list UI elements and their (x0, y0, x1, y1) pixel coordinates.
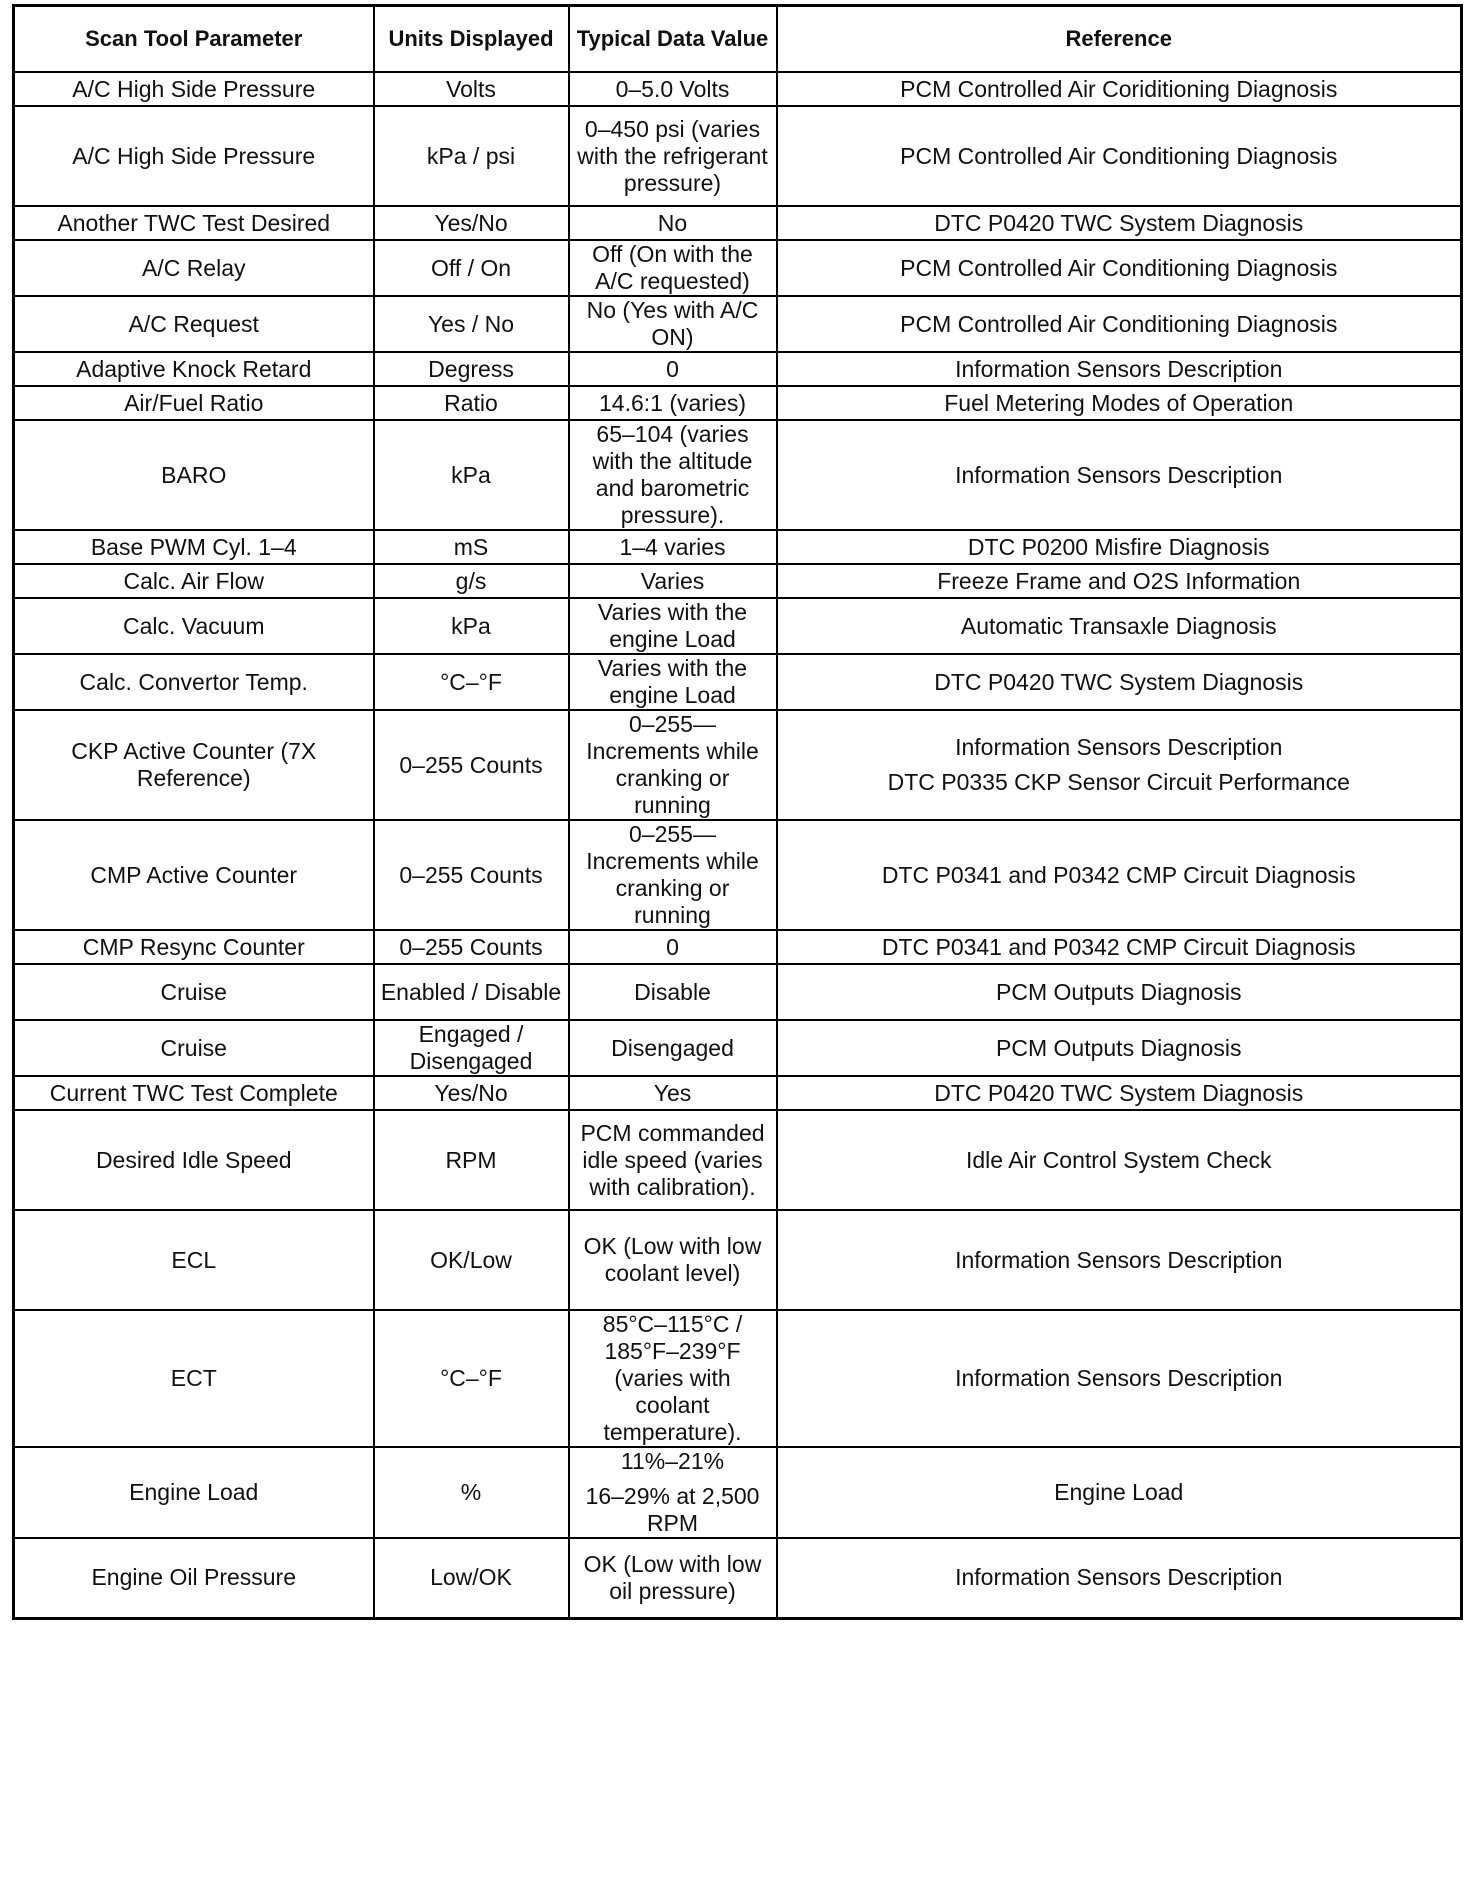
reference-line: DTC P0341 and P0342 CMP Circuit Diagnosis (881, 861, 1356, 888)
typical-value-line: PCM commanded idle speed (varies with calibration). (580, 1119, 765, 1200)
typical-value-line: No (Yes with A/C ON) (586, 297, 759, 350)
typical-value-line: 0–450 psi (varies with the refrigerant pressure) (577, 115, 768, 196)
reference-line: Information Sensors Description (955, 734, 1283, 760)
reference-line: PCM Outputs Diagnosis (996, 978, 1242, 1005)
parameter-cell: Another TWC Test Desired (14, 206, 374, 240)
typical-value-line: 0–5.0 Volts (615, 75, 730, 102)
parameter-cell: Cruise (14, 1020, 374, 1076)
reference-cell (777, 564, 1462, 598)
reference-line: Information Sensors Description (955, 461, 1283, 488)
header-row (14, 6, 1462, 73)
parameter-cell: ECL (14, 1210, 374, 1310)
parameter-cell: Base PWM Cyl. 1–4 (14, 530, 374, 564)
table-row (14, 206, 1462, 240)
table-row (14, 530, 1462, 564)
parameter-cell: CMP Active Counter (14, 820, 374, 930)
parameter-cell: Adaptive Knock Retard (14, 352, 374, 386)
typical-value-cell (569, 654, 777, 710)
parameter-cell: A/C Relay (14, 240, 374, 296)
units-cell: Yes/No (374, 206, 569, 240)
typical-value-line: 65–104 (varies with the altitude and barometric pressure). (592, 421, 753, 528)
typical-value-cell (569, 564, 777, 598)
units-cell: RPM (374, 1110, 569, 1210)
reference-cell (777, 352, 1462, 386)
reference-cell (777, 1110, 1462, 1210)
parameter-cell: Air/Fuel Ratio (14, 386, 374, 420)
units-cell: 0–255 Counts (374, 930, 569, 964)
reference-cell (777, 206, 1462, 240)
reference-cell (777, 1538, 1462, 1618)
reference-cell (777, 598, 1462, 654)
units-cell: Yes / No (374, 296, 569, 352)
reference-line: Information Sensors Description (955, 1246, 1283, 1273)
parameter-cell: BARO (14, 420, 374, 530)
reference-line: DTC P0200 Misfire Diagnosis (967, 533, 1270, 560)
reference-line: PCM Controlled Air Conditioning Diagnosis (900, 310, 1338, 337)
typical-value-cell (569, 930, 777, 964)
table-row (14, 1538, 1462, 1618)
reference-cell (777, 420, 1462, 530)
reference-cell (777, 1076, 1462, 1110)
units-cell: g/s (374, 564, 569, 598)
reference-cell (777, 1020, 1462, 1076)
typical-value-cell (569, 72, 777, 106)
reference-line: Freeze Frame and O2S Information (937, 567, 1301, 594)
header-reference: Reference (777, 6, 1462, 73)
table-row (14, 1076, 1462, 1110)
reference-line: Idle Air Control System Check (965, 1146, 1272, 1173)
typical-value-cell (569, 598, 777, 654)
units-cell: mS (374, 530, 569, 564)
typical-value-cell (569, 206, 777, 240)
typical-value-line: Yes (653, 1079, 692, 1106)
reference-cell (777, 530, 1462, 564)
reference-line: PCM Controlled Air Conditioning Diagnosis (900, 254, 1338, 281)
typical-value-cell (569, 1076, 777, 1110)
table-row (14, 1210, 1462, 1310)
units-cell: kPa / psi (374, 106, 569, 206)
table-row (14, 654, 1462, 710)
table-row (14, 352, 1462, 386)
reference-cell (777, 240, 1462, 296)
table-row (14, 1447, 1462, 1538)
table-row (14, 564, 1462, 598)
table-row (14, 1310, 1462, 1447)
units-cell: Low/OK (374, 1538, 569, 1618)
scan-tool-data-sheet (12, 4, 1460, 1620)
reference-line: PCM Controlled Air Conditioning Diagnosis (900, 142, 1338, 169)
typical-value-cell (569, 1447, 777, 1538)
parameter-cell: Desired Idle Speed (14, 1110, 374, 1210)
typical-value-line: 14.6:1 (varies) (598, 389, 746, 416)
parameter-cell: Engine Oil Pressure (14, 1538, 374, 1618)
units-cell: Enabled / Disable (374, 964, 569, 1020)
units-cell: 0–255 Counts (374, 710, 569, 820)
table-row (14, 820, 1462, 930)
typical-value-cell (569, 530, 777, 564)
reference-cell (777, 1310, 1462, 1447)
typical-value-line: Varies with the engine Load (597, 655, 748, 708)
parameter-cell: Calc. Air Flow (14, 564, 374, 598)
reference-line: Engine Load (1054, 1479, 1184, 1505)
reference-line: Automatic Transaxle Diagnosis (960, 612, 1277, 639)
typical-value-line: 16–29% at 2,500 RPM (585, 1483, 760, 1536)
units-cell: kPa (374, 598, 569, 654)
parameter-cell: CKP Active Counter (7X Reference) (14, 710, 374, 820)
reference-line: PCM Controlled Air Coriditioning Diagnosis (900, 75, 1338, 102)
typical-value-line: Varies (640, 567, 705, 594)
typical-value-line: 1–4 varies (619, 533, 726, 560)
units-cell: Ratio (374, 386, 569, 420)
typical-value-line: No (657, 209, 688, 236)
typical-value-line: Disable (634, 978, 711, 1005)
parameter-cell: Cruise (14, 964, 374, 1020)
table-row (14, 240, 1462, 296)
parameter-cell: A/C High Side Pressure (14, 72, 374, 106)
reference-line: Information Sensors Description (955, 355, 1283, 382)
units-cell: °C–°F (374, 1310, 569, 1447)
table-row (14, 964, 1462, 1020)
reference-line: Information Sensors Description (955, 1564, 1283, 1591)
reference-cell (777, 820, 1462, 930)
table-row (14, 296, 1462, 352)
table-row (14, 72, 1462, 106)
header-units-displayed: Units Displayed (374, 6, 569, 73)
parameter-cell: Current TWC Test Complete (14, 1076, 374, 1110)
table-row (14, 598, 1462, 654)
reference-line: DTC P0341 and P0342 CMP Circuit Diagnosis (881, 933, 1356, 960)
table-row (14, 386, 1462, 420)
units-cell: °C–°F (374, 654, 569, 710)
units-cell: kPa (374, 420, 569, 530)
typical-value-cell (569, 1210, 777, 1310)
typical-value-line: Disengaged (611, 1034, 734, 1061)
table-row (14, 106, 1462, 206)
typical-value-line: OK (Low with low oil pressure) (583, 1550, 762, 1604)
table-row (14, 1110, 1462, 1210)
reference-line: DTC P0420 TWC System Diagnosis (934, 668, 1304, 695)
typical-value-line: 11%–21% (620, 1448, 725, 1474)
table-row (14, 930, 1462, 964)
typical-value-line: Off (On with the A/C requested) (592, 241, 753, 294)
reference-cell (777, 72, 1462, 106)
typical-value-cell (569, 240, 777, 296)
parameter-cell: ECT (14, 1310, 374, 1447)
reference-line: DTC P0335 CKP Sensor Circuit Performance (887, 769, 1350, 795)
typical-value-cell (569, 420, 777, 530)
reference-cell (777, 654, 1462, 710)
typical-value-line: 0 (666, 933, 679, 960)
typical-value-cell (569, 710, 777, 820)
reference-cell (777, 296, 1462, 352)
header-typical-data-value: Typical Data Value (569, 6, 777, 73)
units-cell: Yes/No (374, 1076, 569, 1110)
table-row (14, 1020, 1462, 1076)
typical-value-cell (569, 1110, 777, 1210)
parameter-cell: Calc. Convertor Temp. (14, 654, 374, 710)
units-cell: OK/Low (374, 1210, 569, 1310)
scan-tool-parameter-table (12, 4, 1463, 1620)
reference-line: Information Sensors Description (955, 1365, 1283, 1391)
typical-value-cell (569, 386, 777, 420)
reference-line: DTC P0420 TWC System Diagnosis (934, 1079, 1304, 1106)
reference-cell (777, 1447, 1462, 1538)
units-cell: % (374, 1447, 569, 1538)
units-cell: Engaged / Disengaged (374, 1020, 569, 1076)
units-cell: Degress (374, 352, 569, 386)
units-cell: 0–255 Counts (374, 820, 569, 930)
reference-cell (777, 386, 1462, 420)
reference-line: PCM Outputs Diagnosis (996, 1034, 1242, 1061)
parameter-cell: A/C High Side Pressure (14, 106, 374, 206)
table-row (14, 420, 1462, 530)
reference-line: Fuel Metering Modes of Operation (944, 389, 1294, 416)
typical-value-line: Varies with the engine Load (597, 599, 748, 652)
typical-value-cell (569, 820, 777, 930)
reference-cell (777, 930, 1462, 964)
typical-value-line: 85°C–115°C / 185°F–239°F (varies with coolant temperature). (602, 1311, 743, 1445)
typical-value-cell (569, 352, 777, 386)
units-cell: Volts (374, 72, 569, 106)
units-cell: Off / On (374, 240, 569, 296)
parameter-cell: CMP Resync Counter (14, 930, 374, 964)
header-scan-tool-parameter: Scan Tool Parameter (14, 6, 374, 73)
typical-value-line: 0–255— Increments while cranking or running (586, 711, 759, 818)
parameter-cell: Engine Load (14, 1447, 374, 1538)
typical-value-line: 0 (666, 355, 679, 382)
reference-line: DTC P0420 TWC System Diagnosis (934, 209, 1304, 236)
table-row (14, 710, 1462, 820)
parameter-cell: A/C Request (14, 296, 374, 352)
typical-value-line: OK (Low with low coolant level) (583, 1233, 762, 1286)
typical-value-cell (569, 296, 777, 352)
reference-cell (777, 1210, 1462, 1310)
typical-value-cell (569, 1538, 777, 1618)
parameter-cell: Calc. Vacuum (14, 598, 374, 654)
typical-value-cell (569, 1310, 777, 1447)
typical-value-cell (569, 964, 777, 1020)
reference-cell (777, 710, 1462, 820)
reference-cell (777, 106, 1462, 206)
typical-value-cell (569, 1020, 777, 1076)
reference-cell (777, 964, 1462, 1020)
typical-value-line: 0–255— Increments while cranking or running (586, 821, 759, 928)
typical-value-cell (569, 106, 777, 206)
